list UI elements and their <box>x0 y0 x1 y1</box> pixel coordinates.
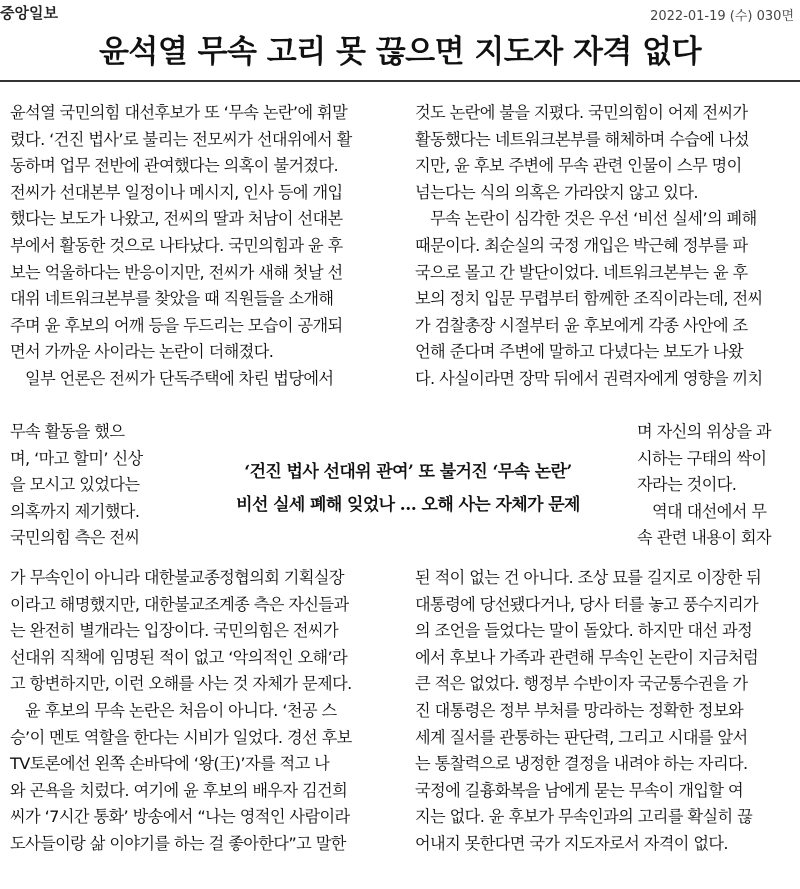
body-line: 지는 없다. 윤 후보가 무속인과의 고리를 확실히 끊 <box>415 807 753 827</box>
body-line: 며, ‘마고 할미’ 신상 <box>10 448 143 468</box>
body-line: 일부 언론은 전씨가 단독주택에 차린 법당에서 <box>25 368 334 388</box>
body-line: 전씨가 선대본부 일정이나 메시지, 인사 등에 개입 <box>10 182 343 202</box>
body-line: 대통령에 당선됐다거나, 당사 터를 놓고 풍수지리가 <box>415 594 759 614</box>
body-line: 선대위 직책에 임명된 적이 없고 ‘악의적인 오해’라 <box>10 647 348 667</box>
body-line: 윤 후보의 무속 논란은 처음이 아니다. ‘천공 스 <box>25 700 337 720</box>
body-line: 시하는 구태의 싹이 <box>637 448 767 468</box>
body-line: 주며 윤 후보의 어깨 등을 두드리는 모습이 공개되 <box>10 315 343 335</box>
newspaper-masthead: 중앙일보 <box>0 4 58 22</box>
body-line: 고 항변하지만, 이런 오해를 사는 것 자체가 문제다. <box>10 674 352 694</box>
body-line: 것도 논란에 불을 지폈다. 국민의힘이 어제 전씨가 <box>415 103 748 122</box>
body-column-right-narrow <box>637 419 800 552</box>
body-line: 와 곤욕을 치렀다. 여기에 윤 후보의 배우자 김건희 <box>10 780 348 800</box>
body-line: 가 무속인이 아니라 대한불교종정협의회 기획실장 <box>10 568 344 587</box>
body-line: 어내지 못한다면 국가 지도자로서 자격이 없다. <box>415 833 728 853</box>
body-line: 국정에 길흉화복을 남에게 묻는 무속이 개입할 여 <box>415 780 744 800</box>
body-line: 속 관련 내용이 회자 <box>637 528 771 548</box>
body-column-right <box>415 100 800 393</box>
body-line: 국민의힘 측은 전씨 <box>10 528 140 548</box>
body-line: 보는 억울하다는 반응이지만, 전씨가 새해 첫날 선 <box>10 262 343 282</box>
body-line: 승’이 멘토 역할을 한다는 시비가 일었다. 경선 후보 <box>10 727 352 747</box>
body-line: 는 통찰력으로 냉정한 결정을 내려야 하는 자리다. <box>415 754 748 774</box>
body-column-left <box>10 100 400 393</box>
body-line: 자라는 것이다. <box>637 475 737 495</box>
body-line: 의혹까지 제기했다. <box>10 501 140 521</box>
body-line: 의 조언을 들었다는 말이 돌았다. 하지만 대선 과정 <box>415 621 753 641</box>
body-line: 부에서 활동한 것으로 나타났다. 국민의힘과 윤 후 <box>10 235 343 255</box>
body-column-right-bottom <box>415 565 800 858</box>
body-line: 세계 질서를 관통하는 판단력, 그리고 시대를 앞서 <box>415 727 748 747</box>
publication-date: 2022-01-19 (수) 030면 <box>650 9 794 24</box>
body-line: 동하며 업무 전반에 관여했다는 의혹이 불거졌다. <box>10 156 339 176</box>
body-line: 는 완전히 별개라는 입장이다. 국민의힘은 전씨가 <box>10 621 339 641</box>
body-line: 된 적이 없는 건 아니다. 조상 묘를 길지로 이장한 뒤 <box>415 568 762 587</box>
body-line: 도사들이랑 삶 이야기를 하는 걸 좋아한다”고 말한 <box>10 833 346 853</box>
headline: 윤석열 무속 고리 못 끊으면 지도자 자격 없다 <box>98 34 702 70</box>
body-line: TV토론에선 왼쪽 손바닥에 ‘왕(王)’자를 적고 나 <box>10 754 330 774</box>
body-line: 큰 적은 없었다. 행정부 수반이자 국군통수권을 가 <box>415 674 748 694</box>
body-line: 역대 대선에서 무 <box>652 501 767 521</box>
subheadline-line: 비선 실세 폐해 잊었나 … 오해 사는 자체가 문제 <box>236 495 580 515</box>
body-line: 다. 사실이라면 장막 뒤에서 권력자에게 영향을 끼치 <box>415 368 763 388</box>
body-line: 에서 후보나 가족과 관련해 무속인 논란이 지금처럼 <box>415 647 759 667</box>
subheadline <box>190 456 626 522</box>
body-line: 때문이다. 최순실의 국정 개입은 박근혜 정부를 파 <box>415 235 748 255</box>
body-line: 가 검찰총장 시절부터 윤 후보에게 각종 사안에 조 <box>415 315 748 335</box>
body-column-left-narrow <box>10 419 180 552</box>
body-line: 이라고 해명했지만, 대한불교조계종 측은 자신들과 <box>10 594 349 614</box>
body-line: 무속 논란이 심각한 것은 우선 ‘비선 실세’의 폐해 <box>430 209 757 229</box>
body-line: 을 모시고 있었다는 <box>10 475 140 495</box>
body-line: 윤석열 국민의힘 대선후보가 또 ‘무속 논란’에 휘말 <box>10 103 348 122</box>
body-line: 면서 가까운 사이라는 논란이 더해졌다. <box>10 342 274 362</box>
body-line: 넘는다는 식의 의혹은 가라앉지 않고 있다. <box>415 182 698 202</box>
body-line: 씨가 ‘7시간 통화’ 방송에서 “나는 영적인 사람이라 <box>10 807 350 827</box>
body-line: 며 자신의 위상을 과 <box>637 422 771 441</box>
body-line: 진 대통령은 정부 부처를 망라하는 정확한 정보와 <box>415 700 744 720</box>
body-line: 대위 네트워크본부를 찾았을 때 직원들을 소개해 <box>10 289 334 309</box>
body-line: 지만, 윤 후보 주변에 무속 관련 인물이 스무 명이 <box>415 156 742 176</box>
body-line: 렸다. ‘건진 법사’로 불리는 전모씨가 선대위에서 활 <box>10 129 352 149</box>
body-line: 활동했다는 네트워크본부를 해체하며 수습에 나섰 <box>415 129 749 149</box>
body-line: 했다는 보도가 나왔고, 전씨의 딸과 처남이 선대본 <box>10 209 343 229</box>
body-line: 국으로 몰고 간 발단이었다. 네트워크본부는 윤 후 <box>415 262 748 282</box>
headline-divider <box>0 80 800 82</box>
body-line: 무속 활동을 했으 <box>10 422 125 441</box>
body-line: 언해 준다며 주변에 말하고 다녔다는 보도가 나왔 <box>415 342 744 362</box>
body-column-left-bottom <box>10 565 400 858</box>
body-line: 보의 정치 입문 무렵부터 함께한 조직이라는데, 전씨 <box>415 289 763 309</box>
subheadline-line: ‘건진 법사 선대위 관여’ 또 불거진 ‘무속 논란’ <box>244 462 572 482</box>
